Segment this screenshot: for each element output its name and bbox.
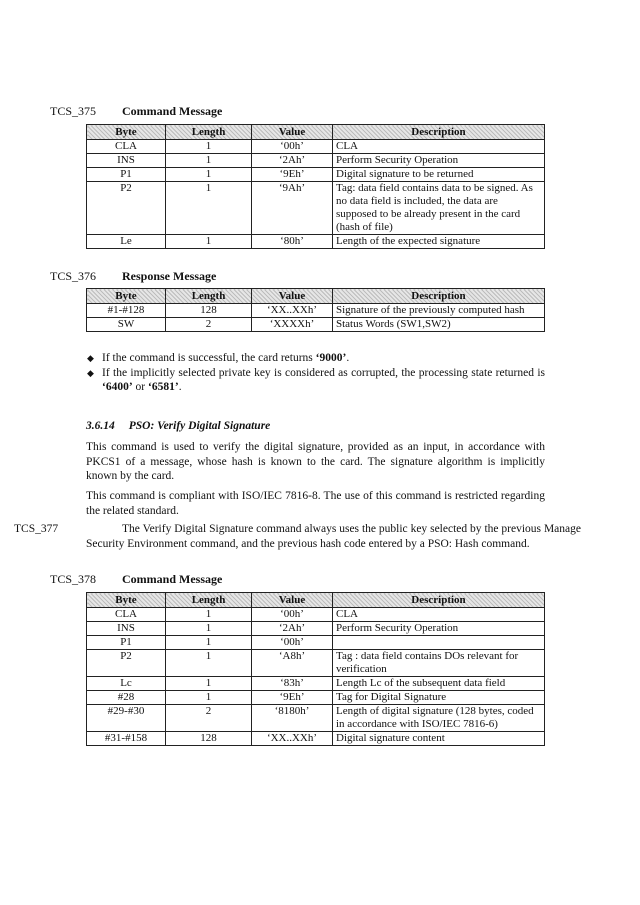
- table-row: [87, 235, 545, 249]
- cell-length: 2: [166, 318, 252, 332]
- bullet-text: If the command is successful, the card returns: [102, 352, 316, 364]
- requirement-title: Command Message: [122, 572, 223, 586]
- requirement-title: Response Message: [122, 269, 217, 283]
- header-description: Description: [333, 593, 545, 608]
- requirement-heading: [50, 269, 216, 284]
- cell-description: Tag : data field contains DOs relevant for verification: [333, 650, 545, 677]
- bullet-item: [87, 351, 545, 365]
- cell-length: 128: [166, 304, 252, 318]
- header-value: Value: [252, 593, 333, 608]
- cell-value: ‘2Ah’: [252, 154, 333, 168]
- cell-description: Length of digital signature (128 bytes, coded in accordance with ISO/IEC 7816-6): [333, 705, 545, 732]
- cell-length: 1: [166, 154, 252, 168]
- cell-value: ‘00h’: [252, 140, 333, 154]
- cell-value: ‘XX..XXh’: [252, 732, 333, 746]
- bullet-item: [87, 366, 545, 394]
- bullet-text: .: [346, 352, 350, 364]
- requirement-code: TCS_375: [50, 104, 97, 118]
- cell-description: Tag: data field contains data to be signed. As no data field is included, the data are supposed to be already present in the card (hash of file): [333, 182, 545, 235]
- cell-description: Length Lc of the subsequent data field: [333, 677, 545, 691]
- cell-value: ‘XXXXh’: [252, 318, 333, 332]
- requirement-code: TCS_376: [50, 269, 97, 283]
- section-title: PSO: Verify Digital Signature: [128, 420, 271, 432]
- response-table-376: [86, 288, 545, 332]
- cell-length: 1: [166, 235, 252, 249]
- cell-length: 2: [166, 705, 252, 732]
- cell-value: ‘80h’: [252, 235, 333, 249]
- bullet-text: If the implicitly selected private key is considered as corrupted, the processing state returned is: [102, 367, 545, 379]
- cell-byte: P2: [87, 182, 166, 235]
- cell-byte: INS: [87, 154, 166, 168]
- table-row: [87, 318, 545, 332]
- cell-description: CLA: [333, 608, 545, 622]
- table-row: [87, 140, 545, 154]
- header-byte: Byte: [87, 289, 166, 304]
- cell-value: ‘A8h’: [252, 650, 333, 677]
- cell-description: Perform Security Operation: [333, 622, 545, 636]
- cell-description: Status Words (SW1,SW2): [333, 318, 545, 332]
- cell-length: 1: [166, 140, 252, 154]
- table-row: [87, 650, 545, 677]
- status-code: ‘6581’: [148, 381, 179, 393]
- cell-length: 1: [166, 182, 252, 235]
- paragraph: This command is compliant with ISO/IEC 7816-8. The use of this command is restricted regarding the related standard.: [86, 490, 545, 517]
- requirement-title: Command Message: [122, 104, 223, 118]
- cell-byte: #28: [87, 691, 166, 705]
- cell-description: Digital signature content: [333, 732, 545, 746]
- cell-length: 1: [166, 622, 252, 636]
- cell-byte: CLA: [87, 140, 166, 154]
- header-byte: Byte: [87, 125, 166, 140]
- cell-value: ‘2Ah’: [252, 622, 333, 636]
- cell-value: ‘8180h’: [252, 705, 333, 732]
- table-row: [87, 168, 545, 182]
- cell-byte: P1: [87, 636, 166, 650]
- cell-value: ‘83h’: [252, 677, 333, 691]
- cell-byte: P1: [87, 168, 166, 182]
- requirement-text: The Verify Digital Signature command always uses the public key selected by the previous Manage Security Environment command, and the previous hash code entered by a PSO: Hash command.: [86, 523, 581, 550]
- table-row: [87, 677, 545, 691]
- diamond-bullet-icon: ◆: [87, 353, 94, 363]
- requirement-377: [14, 522, 581, 551]
- status-code: ‘6400’: [102, 381, 133, 393]
- cell-length: 1: [166, 691, 252, 705]
- cell-value: ‘9Eh’: [252, 168, 333, 182]
- cell-byte: CLA: [87, 608, 166, 622]
- header-byte: Byte: [87, 593, 166, 608]
- status-code: ‘9000’: [315, 352, 347, 364]
- table-row: [87, 182, 545, 235]
- cell-description: [333, 636, 545, 650]
- cell-length: 1: [166, 650, 252, 677]
- cell-description: Tag for Digital Signature: [333, 691, 545, 705]
- header-value: Value: [252, 125, 333, 140]
- table-row: [87, 154, 545, 168]
- requirement-heading: [50, 104, 222, 119]
- table-header-row: [87, 289, 545, 304]
- cell-byte: #1-#128: [87, 304, 166, 318]
- header-description: Description: [333, 289, 545, 304]
- table-row: [87, 622, 545, 636]
- cell-length: 1: [166, 636, 252, 650]
- bullet-text: .: [178, 381, 182, 393]
- cell-description: Digital signature to be returned: [333, 168, 545, 182]
- cell-byte: INS: [87, 622, 166, 636]
- cell-value: ‘9Ah’: [252, 182, 333, 235]
- cell-description: Length of the expected signature: [333, 235, 545, 249]
- diamond-bullet-icon: ◆: [87, 368, 94, 378]
- command-table-375: [86, 124, 545, 249]
- cell-length: 1: [166, 608, 252, 622]
- header-length: Length: [166, 289, 252, 304]
- section-heading: [86, 420, 284, 432]
- command-table-378: [86, 592, 545, 746]
- cell-byte: P2: [87, 650, 166, 677]
- cell-byte: SW: [87, 318, 166, 332]
- header-description: Description: [333, 125, 545, 140]
- paragraph: This command is used to verify the digital signature, provided as an input, in accordance with PKCS1 of a message, whose hash is known to the card. The signature algorithm is implicitly known by the card.: [86, 441, 545, 482]
- cell-value: ‘00h’: [252, 608, 333, 622]
- cell-description: CLA: [333, 140, 545, 154]
- table-row: [87, 691, 545, 705]
- section-number: 3.6.14: [86, 420, 115, 432]
- cell-byte: #29-#30: [87, 705, 166, 732]
- cell-byte: Le: [87, 235, 166, 249]
- cell-length: 1: [166, 677, 252, 691]
- table-header-row: [87, 593, 545, 608]
- cell-byte: #31-#158: [87, 732, 166, 746]
- table-header-row: [87, 125, 545, 140]
- cell-length: 128: [166, 732, 252, 746]
- cell-byte: Lc: [87, 677, 166, 691]
- bullet-text: or: [132, 381, 149, 393]
- table-row: [87, 636, 545, 650]
- table-row: [87, 304, 545, 318]
- cell-description: Signature of the previously computed hash: [333, 304, 545, 318]
- cell-value: ‘00h’: [252, 636, 333, 650]
- table-row: [87, 732, 545, 746]
- header-length: Length: [166, 125, 252, 140]
- requirement-code: TCS_377: [14, 523, 59, 535]
- table-row: [87, 608, 545, 622]
- cell-value: ‘XX..XXh’: [252, 304, 333, 318]
- requirement-code: TCS_378: [50, 572, 97, 586]
- header-length: Length: [166, 593, 252, 608]
- cell-description: Perform Security Operation: [333, 154, 545, 168]
- table-row: [87, 705, 545, 732]
- cell-length: 1: [166, 168, 252, 182]
- header-value: Value: [252, 289, 333, 304]
- requirement-heading: [50, 572, 222, 587]
- cell-value: ‘9Eh’: [252, 691, 333, 705]
